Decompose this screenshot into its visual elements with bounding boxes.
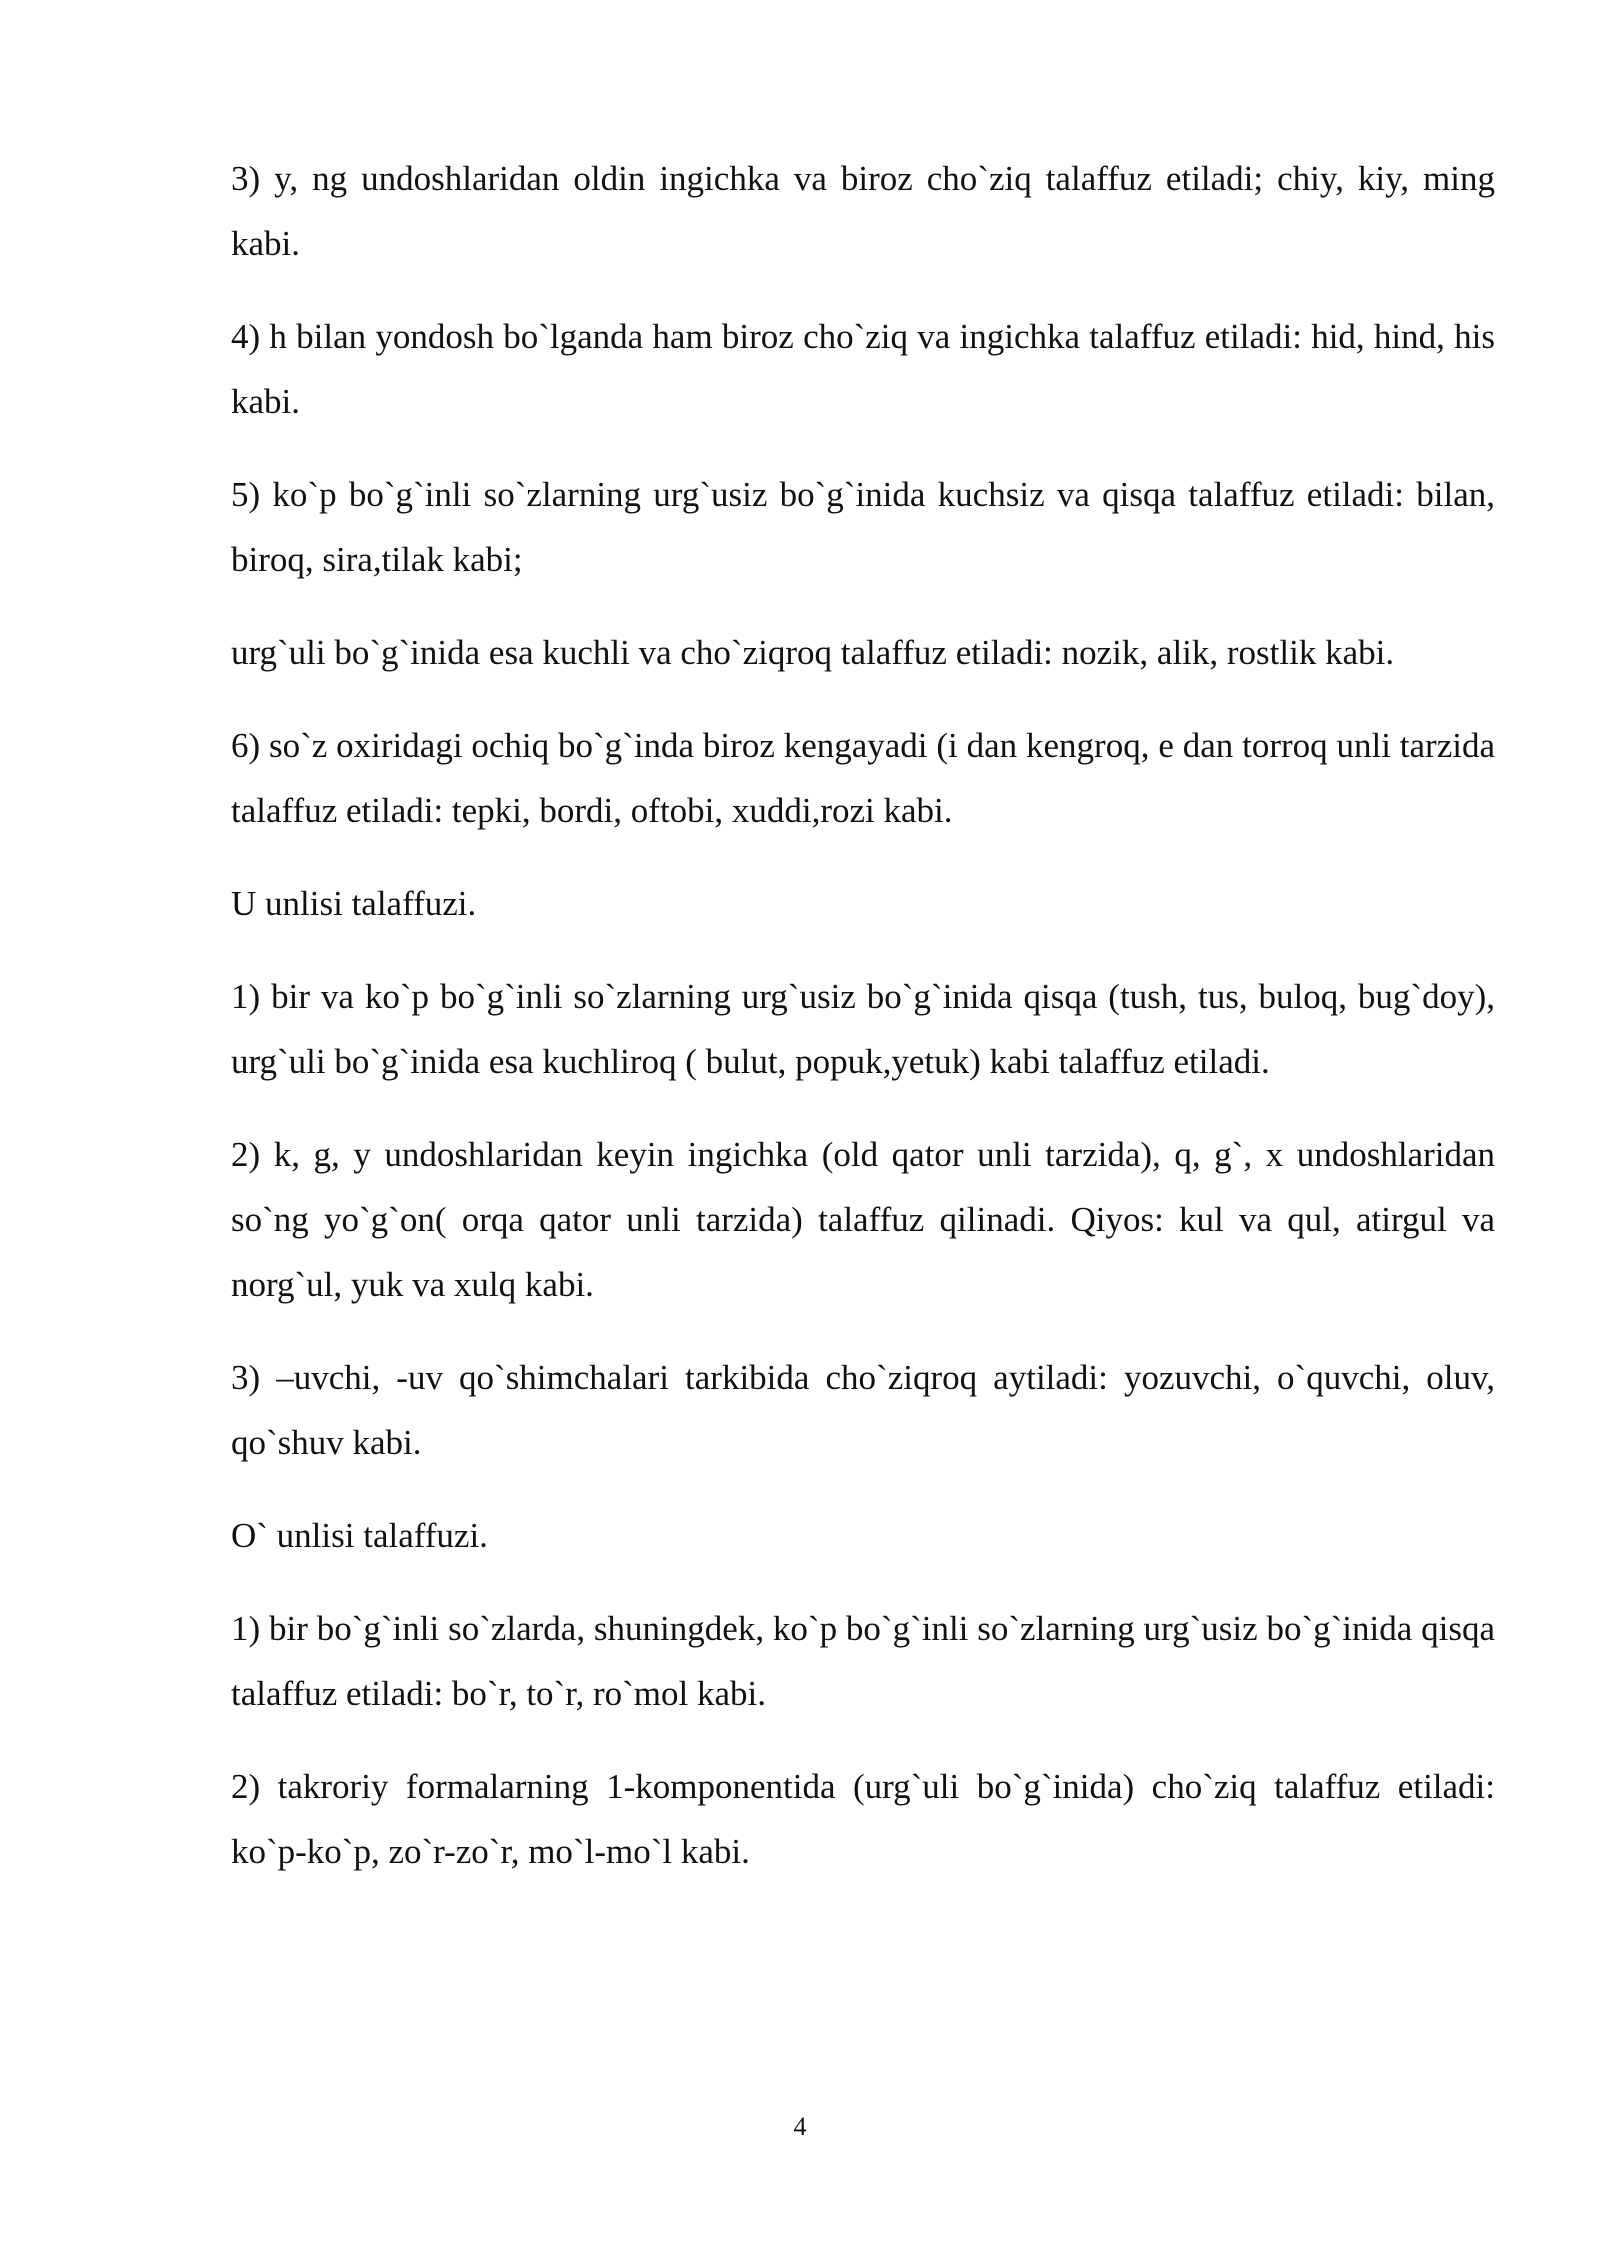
page-number: 4 bbox=[793, 2112, 807, 2141]
paragraph-4-h: 4) h bilan yondosh bo`lganda ham biroz cho`ziq va ingichka talaffuz etiladi: hid, hind, his kabi. bbox=[231, 317, 1495, 421]
page-body bbox=[231, 146, 1495, 1912]
paragraph-stressed: urg`uli bo`g`inida esa kuchli va cho`ziqroq talaffuz etiladi: nozik, alik, rostlik kabi. bbox=[231, 633, 1395, 672]
paragraph-u-1: 1) bir va ko`p bo`g`inli so`zlarning urg`usiz bo`g`inida qisqa (tush, tus, buloq, bug`doy), urg`uli bo`g`inida esa kuchliroq ( bulut, popuk,yetuk) kabi talaffuz etiladi. bbox=[231, 977, 1495, 1081]
paragraph-u-2: 2) k, g, y undoshlaridan keyin ingichka (old qator unli tarzida), q, g`, x undoshlaridan so`ng yo`g`on( orqa qator unli tarzida) talaffuz qilinadi. Qiyos: kul va qul, atirgul va norg`ul, yuk va xulq kabi. bbox=[231, 1135, 1495, 1304]
paragraph-5-unstressed: 5) ko`p bo`g`inli so`zlarning urg`usiz bo`g`inida kuchsiz va qisqa talaffuz etiladi: bilan, biroq, sira,tilak kabi; bbox=[231, 475, 1495, 579]
paragraph-o-2: 2) takroriy formalarning 1-komponentida (urg`uli bo`g`inida) cho`ziq talaffuz etiladi: ko`p-ko`p, zo`r-zo`r, mo`l-mo`l kabi. bbox=[231, 1767, 1495, 1871]
paragraph-3-y-ng: 3) y, ng undoshlaridan oldin ingichka va biroz cho`ziq talaffuz etiladi; chiy, kiy, ming kabi. bbox=[231, 159, 1495, 263]
paragraph-6-open-syllable: 6) so`z oxiridagi ochiq bo`g`inda biroz kengayadi (i dan kengroq, e dan torroq unli tarzida talaffuz etiladi: tepki, bordi, oftobi, xuddi,rozi kabi. bbox=[231, 726, 1495, 830]
section-heading-u: U unlisi talaffuzi. bbox=[231, 884, 477, 923]
paragraph-o-1: 1) bir bo`g`inli so`zlarda, shuningdek, ko`p bo`g`inli so`zlarning urg`usiz bo`g`inida qisqa talaffuz etiladi: bo`r, to`r, ro`mol kabi. bbox=[231, 1609, 1495, 1713]
paragraph-u-3: 3) –uvchi, -uv qo`shimchalari tarkibida cho`ziqroq aytiladi: yozuvchi, o`quvchi, oluv, qo`shuv kabi. bbox=[231, 1358, 1495, 1462]
section-heading-o: O` unlisi talaffuzi. bbox=[231, 1516, 488, 1555]
